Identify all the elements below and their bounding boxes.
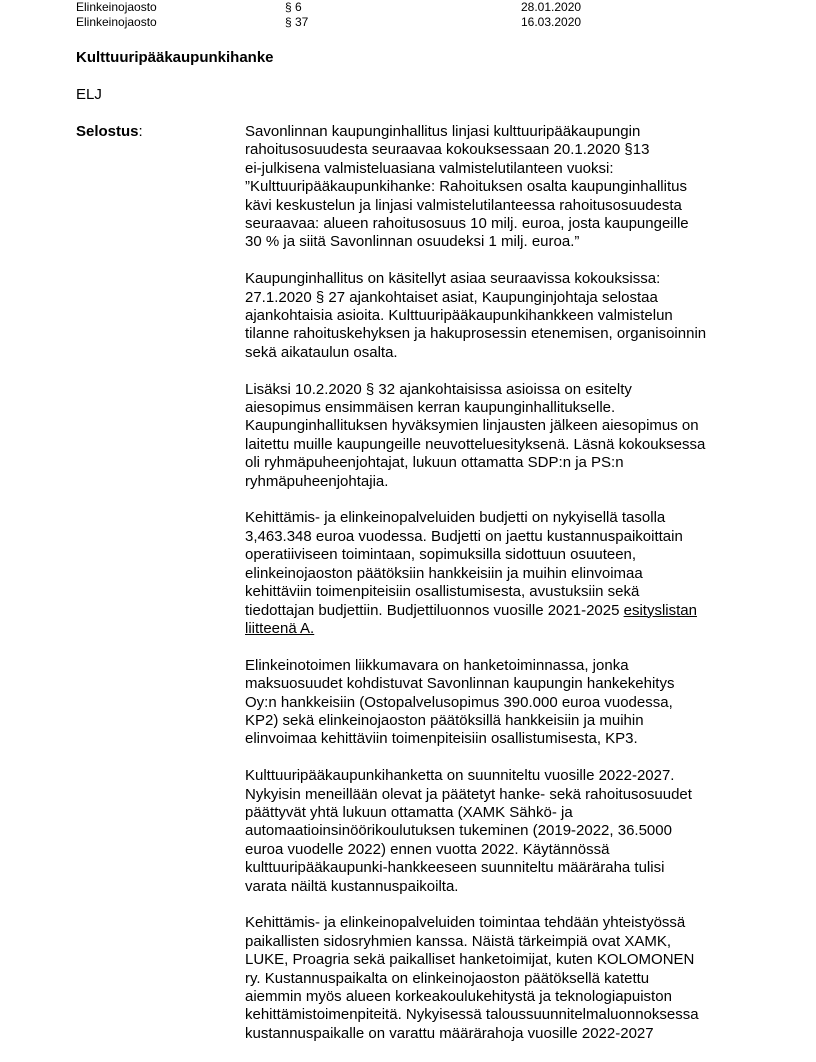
paragraph-line: Elinkeinotoimen liikkumavara on hanketoiminnassa, jonka [245,656,629,674]
paragraph-line: ”Kulttuuripääkaupunkihanke: Rahoituksen osalta kaupunginhallitus [245,178,687,196]
paragraph-line: maksuosuudet kohdistuvat Savonlinnan kaupungin hankekehitys [245,675,675,693]
paragraph-line: 30 % ja siitä Savonlinnan osuudeksi 1 milj. euroa.” [245,233,580,251]
paragraph-line: LUKE, Proagria sekä paikalliset hanketoimijat, kuten KOLOMONEN [245,951,695,969]
paragraph-line: Oy:n hankkeisiin (Ostopalvelusopimus 390.000 euroa vuodessa, [245,693,673,711]
paragraph-line: Savonlinnan kaupunginhallitus linjasi kulttuuripääkaupungin [245,123,641,140]
paragraph-line: automaatioinsinöörikoulutuksen tukeminen (2019-2022, 36.5000 [245,822,672,840]
paragraph-line: sekä aikataulun osalta. [245,343,398,361]
selostus-paragraph [245,767,745,896]
paragraph-line: kulttuuripääkaupunki-hankkeeseen suunniteltu määräraha tulisi [245,859,665,877]
paragraph-line: KP2) sekä elinkeinojaoston päätöksillä hankkeisiin ja muihin [245,711,644,729]
selostus-label [76,123,143,141]
header-date: 16.03.2020 [521,15,582,29]
paragraph-line: kehittämistoimenpiteitä. Nykyisessä taloussuunnitelmaluonnoksessa [245,1006,699,1024]
selostus-paragraph [245,123,745,252]
paragraph-line: päättyvät yhtä lukuun ottamatta (XAMK Sähkö- ja [245,803,573,821]
paragraph-line: ryhmäpuheenjohtajia. [245,472,389,490]
paragraph-line: kävi keskustelun ja linjasi valmistelutilanteessa rahoitusosuudesta [245,196,682,214]
paragraph-line: kustannuspaikalle on varattu määrärahoja vuosille 2022-2027 [245,1024,654,1042]
paragraph-line: kehittäviin toimenpiteisiin osallistumisesta, avustuksiin sekä [245,583,640,601]
paragraph-line: Kehittämis- ja elinkeinopalveluiden budjetti on nykyisellä tasolla [245,509,666,527]
selostus-paragraph [245,657,745,749]
attachment-link-continued[interactable]: liitteenä A. [245,619,315,637]
paragraph-line: 3,463.348 euroa vuodessa. Budjetti on jaettu kustannuspaikoittain [245,527,683,545]
paragraph-line: varata näiltä kustannuspaikoilta. [245,877,459,895]
paragraph-line: Nykyisin meneillään olevat ja päätetyt hanke- sekä rahoitusosuudet [245,785,692,803]
header-org: Elinkeinojaosto [76,15,157,29]
paragraph-line: Kaupunginhallitus on käsitellyt asiaa seuraavissa kokouksissa: [245,270,661,288]
paragraph-line: aiemmin myös alueen korkeakoulukehitystä ja teknologiapuiston [245,988,672,1005]
paragraph-line: seuraavaa: alueen rahoitusosuus 10 milj. euroa, josta kaupungeille [245,215,689,233]
header-org: Elinkeinojaosto [76,0,157,14]
paragraph-line: ajankohtaisia asioita. Kulttuuripääkaupunkihankkeen valmistelun [245,307,673,325]
selostus-paragraph [245,914,745,1043]
header-date: 28.01.2020 [521,0,582,14]
selostus-label-text: Selostus [76,123,139,140]
page-title: Kulttuuripääkaupunkihanke [76,49,274,66]
paragraph-line: Kulttuuripääkaupunkihanketta on suunniteltu vuosille 2022-2027. [245,767,675,785]
paragraph-line-text: tiedottajan budjettiin. Budjettiluonnos vuosille 2021-2025 [245,601,624,619]
paragraph-line: tilanne rahoituskehyksen ja hakuprosessin etenemisen, organisoinnin [245,325,707,343]
paragraph-line: ei-julkisena valmisteluasiana valmistelutilanteen vuoksi: [245,159,614,177]
case-code: ELJ [76,86,102,103]
paragraph-line: elinkeinojaoston päätöksiin hankkeisiin ja muihin elinvoimaa [245,564,643,582]
paragraph-line: 27.1.2020 § 27 ajankohtaiset asiat, Kaupunginjohtaja selostaa [245,288,658,306]
header-row [76,15,596,29]
paragraph-line: rahoitusosuudesta seuraavaa kokouksessaan 20.1.2020 §13 [245,141,650,159]
selostus-paragraph [245,509,745,638]
paragraph-line: Kaupunginhallituksen hyväksymien linjausten jälkeen aiesopimus on [245,417,699,435]
paragraph-line: laitettu muille kaupungeille neuvotteluesityksenä. Läsnä kokouksessa [245,435,706,453]
header-section: § 6 [285,0,302,14]
paragraph-line: oli ryhmäpuheenjohtajat, lukuun ottamatta SDP:n ja PS:n [245,454,624,472]
paragraph-line: elinvoimaa kehittäviin toimenpiteisiin osallistumisesta, KP3. [245,730,638,748]
attachment-link[interactable]: esityslistan [623,601,697,619]
paragraph-line: ry. Kustannuspaikalta on elinkeinojaoston päätöksellä katettu [245,969,650,987]
paragraph-line: aiesopimus ensimmäisen kerran kaupunginhallitukselle. [245,399,616,417]
header-row [76,0,596,14]
paragraph-line: Kehittämis- ja elinkeinopalveluiden toimintaa tehdään yhteistyössä [245,914,686,932]
paragraph-line: euroa vuodelle 2022) ennen vuotta 2022. Käytännössä [245,840,610,858]
selostus-body [245,123,745,1062]
paragraph-line: Lisäksi 10.2.2020 § 32 ajankohtaisissa asioissa on esitelty [245,380,632,398]
paragraph-line: paikallisten sidosryhmien kanssa. Näistä tärkeimpiä ovat XAMK, [245,932,672,950]
selostus-label-colon: : [138,123,143,140]
selostus-paragraph [245,270,745,362]
paragraph-line: operatiiviseen toimintaan, sopimuksilla sidottuun osuuteen, [245,546,637,564]
header-section: § 37 [285,15,309,29]
paragraph-line [245,602,745,620]
selostus-paragraph [245,381,745,491]
